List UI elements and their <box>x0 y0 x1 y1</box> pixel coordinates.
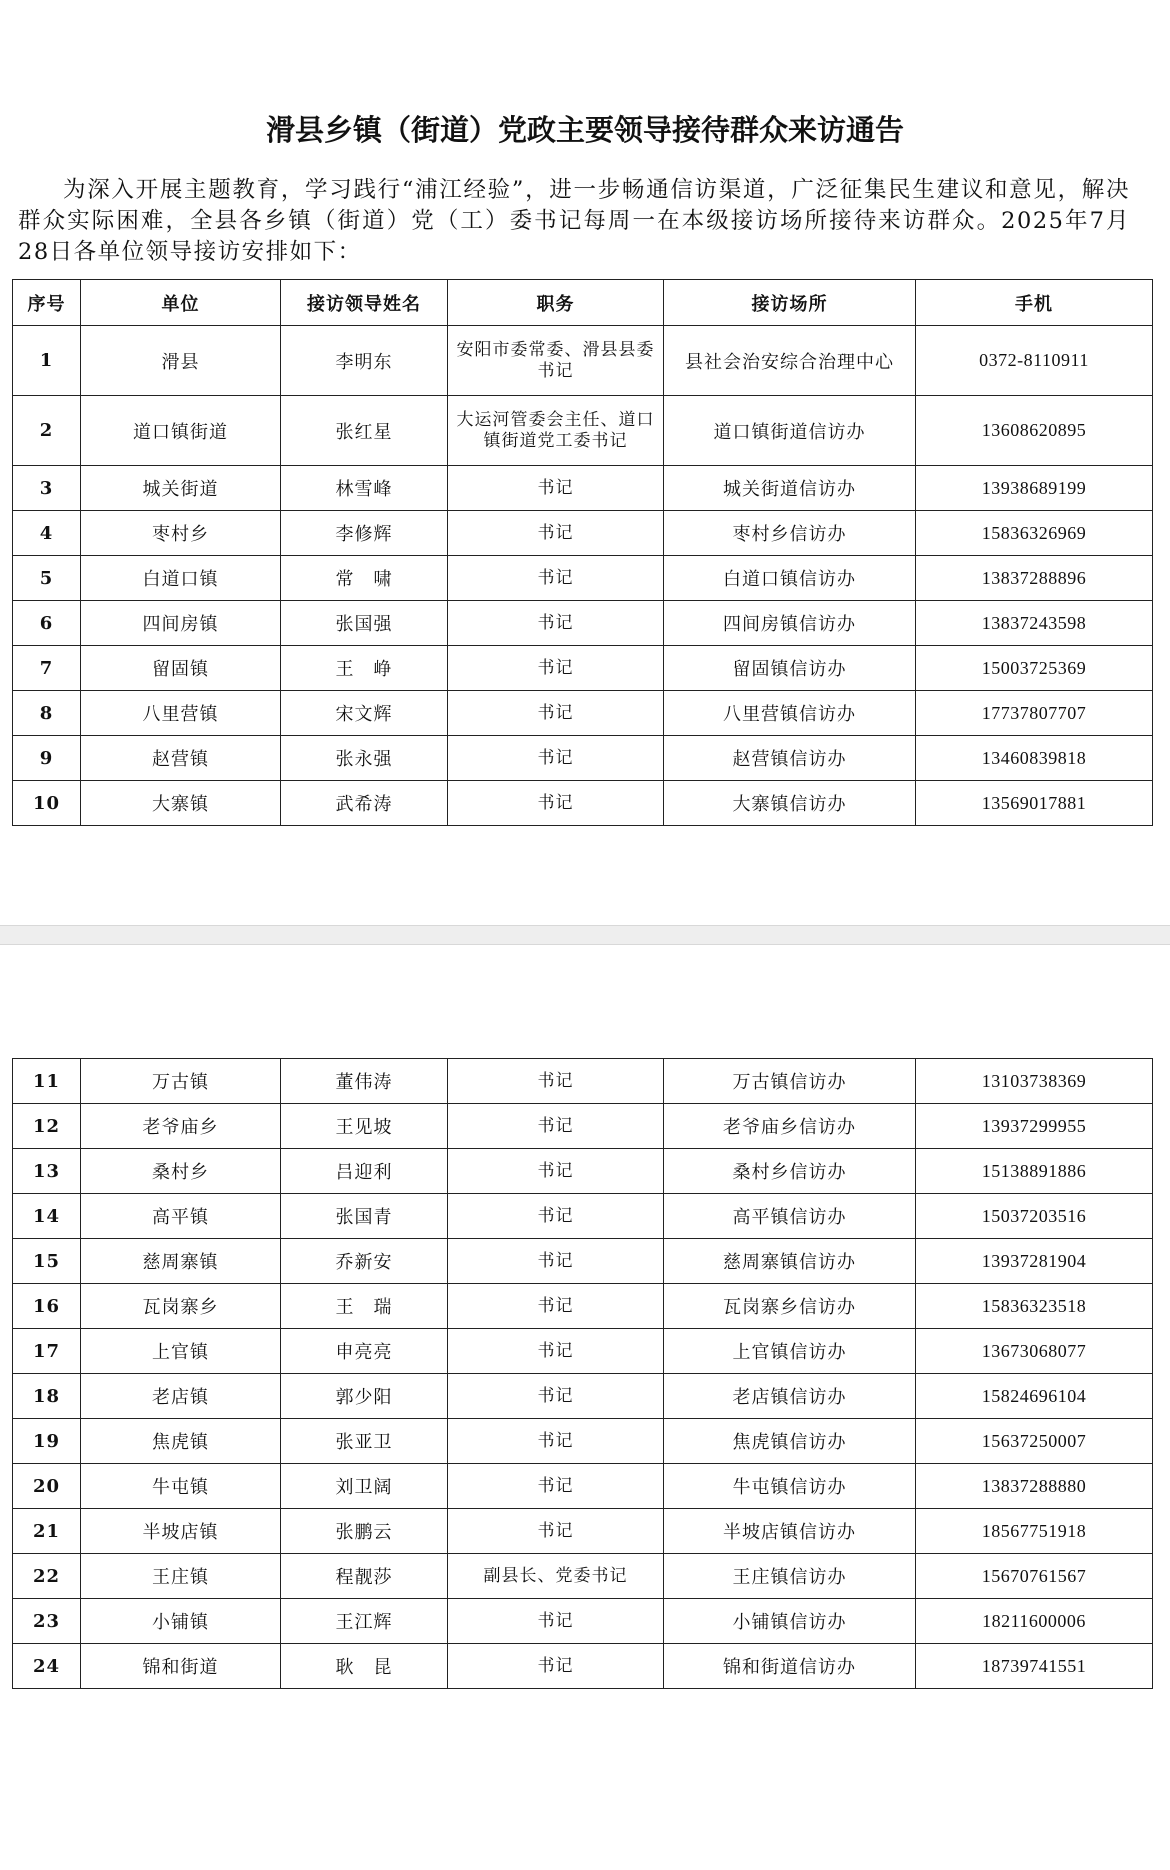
table-row <box>13 1419 1153 1464</box>
cell-position: 书记 <box>448 1329 664 1374</box>
reception-table-page-1 <box>12 279 1153 826</box>
cell-location: 桑村乡信访办 <box>664 1149 916 1194</box>
cell-location: 高平镇信访办 <box>664 1194 916 1239</box>
cell-index: 5 <box>13 556 81 601</box>
table-header-row <box>13 280 1153 326</box>
table-row <box>13 781 1153 826</box>
cell-unit: 城关街道 <box>81 466 281 511</box>
cell-position: 书记 <box>448 1419 664 1464</box>
cell-phone: 13937281904 <box>916 1239 1153 1284</box>
cell-phone: 15836323518 <box>916 1284 1153 1329</box>
table-body-page-1 <box>13 326 1153 826</box>
cell-index: 13 <box>13 1149 81 1194</box>
cell-position: 书记 <box>448 691 664 736</box>
cell-leader-name: 董伟涛 <box>281 1059 448 1104</box>
document-page-2 <box>0 945 1170 1870</box>
cell-index: 21 <box>13 1509 81 1554</box>
cell-unit: 小铺镇 <box>81 1599 281 1644</box>
table-row <box>13 1194 1153 1239</box>
cell-leader-name: 张亚卫 <box>281 1419 448 1464</box>
table-row <box>13 1644 1153 1689</box>
header-location: 接访场所 <box>664 280 916 326</box>
cell-unit: 牛屯镇 <box>81 1464 281 1509</box>
cell-position: 书记 <box>448 466 664 511</box>
cell-unit: 老爷庙乡 <box>81 1104 281 1149</box>
cell-unit: 王庄镇 <box>81 1554 281 1599</box>
cell-unit: 留固镇 <box>81 646 281 691</box>
table-row <box>13 601 1153 646</box>
cell-unit: 锦和街道 <box>81 1644 281 1689</box>
cell-index: 14 <box>13 1194 81 1239</box>
cell-location: 瓦岗寨乡信访办 <box>664 1284 916 1329</box>
cell-position: 书记 <box>448 1239 664 1284</box>
cell-unit: 老店镇 <box>81 1374 281 1419</box>
cell-leader-name: 耿 昆 <box>281 1644 448 1689</box>
cell-unit: 万古镇 <box>81 1059 281 1104</box>
cell-index: 17 <box>13 1329 81 1374</box>
cell-unit: 四间房镇 <box>81 601 281 646</box>
table-row <box>13 466 1153 511</box>
cell-position: 书记 <box>448 1644 664 1689</box>
table-row <box>13 1599 1153 1644</box>
page-title: 滑县乡镇（街道）党政主要领导接待群众来访通告 <box>265 113 904 147</box>
cell-leader-name: 林雪峰 <box>281 466 448 511</box>
cell-index: 19 <box>13 1419 81 1464</box>
table-row <box>13 511 1153 556</box>
cell-phone: 15637250007 <box>916 1419 1153 1464</box>
cell-location: 八里营镇信访办 <box>664 691 916 736</box>
cell-index: 2 <box>13 396 81 466</box>
cell-position: 书记 <box>448 1284 664 1329</box>
cell-phone: 18211600006 <box>916 1599 1153 1644</box>
table-row <box>13 396 1153 466</box>
cell-unit: 赵营镇 <box>81 736 281 781</box>
table-body-page-2 <box>13 1059 1153 1689</box>
table-row <box>13 691 1153 736</box>
cell-index: 20 <box>13 1464 81 1509</box>
cell-index: 15 <box>13 1239 81 1284</box>
cell-leader-name: 张红星 <box>281 396 448 466</box>
cell-index: 7 <box>13 646 81 691</box>
cell-position: 书记 <box>448 1374 664 1419</box>
header-unit: 单位 <box>81 280 281 326</box>
cell-unit: 枣村乡 <box>81 511 281 556</box>
cell-position: 书记 <box>448 1059 664 1104</box>
cell-index: 23 <box>13 1599 81 1644</box>
cell-position: 书记 <box>448 1599 664 1644</box>
cell-index: 10 <box>13 781 81 826</box>
cell-unit: 八里营镇 <box>81 691 281 736</box>
cell-position: 书记 <box>448 1149 664 1194</box>
cell-location: 赵营镇信访办 <box>664 736 916 781</box>
cell-position: 书记 <box>448 1194 664 1239</box>
cell-leader-name: 王江辉 <box>281 1599 448 1644</box>
table-row <box>13 1329 1153 1374</box>
cell-location: 锦和街道信访办 <box>664 1644 916 1689</box>
cell-index: 4 <box>13 511 81 556</box>
cell-phone: 13569017881 <box>916 781 1153 826</box>
cell-index: 6 <box>13 601 81 646</box>
header-phone: 手机 <box>916 280 1153 326</box>
table-row <box>13 556 1153 601</box>
cell-phone: 15824696104 <box>916 1374 1153 1419</box>
cell-index: 3 <box>13 466 81 511</box>
cell-phone: 17737807707 <box>916 691 1153 736</box>
cell-index: 12 <box>13 1104 81 1149</box>
cell-phone: 13608620895 <box>916 396 1153 466</box>
cell-leader-name: 刘卫阔 <box>281 1464 448 1509</box>
cell-location: 枣村乡信访办 <box>664 511 916 556</box>
cell-leader-name: 宋文辉 <box>281 691 448 736</box>
cell-index: 24 <box>13 1644 81 1689</box>
cell-leader-name: 张鹏云 <box>281 1509 448 1554</box>
cell-phone: 13460839818 <box>916 736 1153 781</box>
cell-phone: 13837288880 <box>916 1464 1153 1509</box>
reception-table-page-2 <box>12 1058 1153 1689</box>
cell-location: 城关街道信访办 <box>664 466 916 511</box>
cell-index: 9 <box>13 736 81 781</box>
cell-location: 王庄镇信访办 <box>664 1554 916 1599</box>
cell-position: 书记 <box>448 601 664 646</box>
cell-location: 半坡店镇信访办 <box>664 1509 916 1554</box>
cell-unit: 白道口镇 <box>81 556 281 601</box>
cell-leader-name: 张国强 <box>281 601 448 646</box>
table-row <box>13 1239 1153 1284</box>
cell-unit: 瓦岗寨乡 <box>81 1284 281 1329</box>
cell-leader-name: 乔新安 <box>281 1239 448 1284</box>
cell-phone: 15003725369 <box>916 646 1153 691</box>
cell-location: 老店镇信访办 <box>664 1374 916 1419</box>
cell-leader-name: 程靓莎 <box>281 1554 448 1599</box>
cell-location: 白道口镇信访办 <box>664 556 916 601</box>
table-row <box>13 1284 1153 1329</box>
cell-leader-name: 王 峥 <box>281 646 448 691</box>
cell-leader-name: 张国青 <box>281 1194 448 1239</box>
cell-leader-name: 李修辉 <box>281 511 448 556</box>
table-row <box>13 1104 1153 1149</box>
cell-leader-name: 李明东 <box>281 326 448 396</box>
cell-leader-name: 郭少阳 <box>281 1374 448 1419</box>
cell-location: 老爷庙乡信访办 <box>664 1104 916 1149</box>
cell-position: 书记 <box>448 1104 664 1149</box>
header-position: 职务 <box>448 280 664 326</box>
cell-location: 四间房镇信访办 <box>664 601 916 646</box>
table-row <box>13 1374 1153 1419</box>
intro-paragraph: 为深入开展主题教育，学习践行“浦江经验”，进一步畅通信访渠道，广泛征集民生建议和意见，解决群众实际困难，全县各乡镇（街道）党（工）委书记每周一在本级接访场所接待来访群众。2025年7月28日各单位领导接访安排如下： <box>18 177 1130 265</box>
cell-location: 留固镇信访办 <box>664 646 916 691</box>
header-index: 序号 <box>13 280 81 326</box>
cell-leader-name: 王 瑞 <box>281 1284 448 1329</box>
cell-location: 牛屯镇信访办 <box>664 1464 916 1509</box>
cell-unit: 慈周寨镇 <box>81 1239 281 1284</box>
page-separator <box>0 925 1170 945</box>
cell-phone: 13937299955 <box>916 1104 1153 1149</box>
cell-leader-name: 王见坡 <box>281 1104 448 1149</box>
cell-position: 安阳市委常委、滑县县委书记 <box>448 326 664 396</box>
cell-unit: 高平镇 <box>81 1194 281 1239</box>
cell-unit: 半坡店镇 <box>81 1509 281 1554</box>
cell-unit: 大寨镇 <box>81 781 281 826</box>
cell-location: 县社会治安综合治理中心 <box>664 326 916 396</box>
table-row <box>13 646 1153 691</box>
cell-index: 18 <box>13 1374 81 1419</box>
cell-phone: 13938689199 <box>916 466 1153 511</box>
cell-position: 书记 <box>448 1464 664 1509</box>
cell-location: 万古镇信访办 <box>664 1059 916 1104</box>
cell-position: 书记 <box>448 646 664 691</box>
table-row <box>13 736 1153 781</box>
header-leader-name: 接访领导姓名 <box>281 280 448 326</box>
table-row <box>13 1554 1153 1599</box>
cell-index: 8 <box>13 691 81 736</box>
cell-leader-name: 吕迎利 <box>281 1149 448 1194</box>
cell-phone: 15836326969 <box>916 511 1153 556</box>
cell-phone: 15138891886 <box>916 1149 1153 1194</box>
cell-position: 书记 <box>448 511 664 556</box>
cell-phone: 15670761567 <box>916 1554 1153 1599</box>
cell-position: 大运河管委会主任、道口镇街道党工委书记 <box>448 396 664 466</box>
cell-phone: 13837288896 <box>916 556 1153 601</box>
document-page-1 <box>0 0 1170 925</box>
cell-index: 22 <box>13 1554 81 1599</box>
cell-position: 书记 <box>448 781 664 826</box>
table-row <box>13 1059 1153 1104</box>
cell-location: 上官镇信访办 <box>664 1329 916 1374</box>
cell-phone: 15037203516 <box>916 1194 1153 1239</box>
cell-phone: 13673068077 <box>916 1329 1153 1374</box>
cell-phone: 13837243598 <box>916 601 1153 646</box>
cell-position: 书记 <box>448 1509 664 1554</box>
cell-location: 道口镇街道信访办 <box>664 396 916 466</box>
cell-unit: 滑县 <box>81 326 281 396</box>
cell-leader-name: 申亮亮 <box>281 1329 448 1374</box>
cell-phone: 18739741551 <box>916 1644 1153 1689</box>
cell-unit: 桑村乡 <box>81 1149 281 1194</box>
cell-location: 慈周寨镇信访办 <box>664 1239 916 1284</box>
table-row <box>13 1509 1153 1554</box>
cell-position: 书记 <box>448 556 664 601</box>
cell-phone: 13103738369 <box>916 1059 1153 1104</box>
cell-index: 1 <box>13 326 81 396</box>
cell-leader-name: 张永强 <box>281 736 448 781</box>
cell-unit: 上官镇 <box>81 1329 281 1374</box>
cell-phone: 0372-8110911 <box>916 326 1153 396</box>
cell-location: 大寨镇信访办 <box>664 781 916 826</box>
cell-location: 小铺镇信访办 <box>664 1599 916 1644</box>
cell-position: 书记 <box>448 736 664 781</box>
table-row <box>13 1464 1153 1509</box>
cell-leader-name: 常 啸 <box>281 556 448 601</box>
cell-index: 16 <box>13 1284 81 1329</box>
cell-leader-name: 武希涛 <box>281 781 448 826</box>
table-row <box>13 1149 1153 1194</box>
cell-unit: 焦虎镇 <box>81 1419 281 1464</box>
table-row <box>13 326 1153 396</box>
cell-location: 焦虎镇信访办 <box>664 1419 916 1464</box>
cell-phone: 18567751918 <box>916 1509 1153 1554</box>
cell-unit: 道口镇街道 <box>81 396 281 466</box>
cell-index: 11 <box>13 1059 81 1104</box>
cell-position: 副县长、党委书记 <box>448 1554 664 1599</box>
